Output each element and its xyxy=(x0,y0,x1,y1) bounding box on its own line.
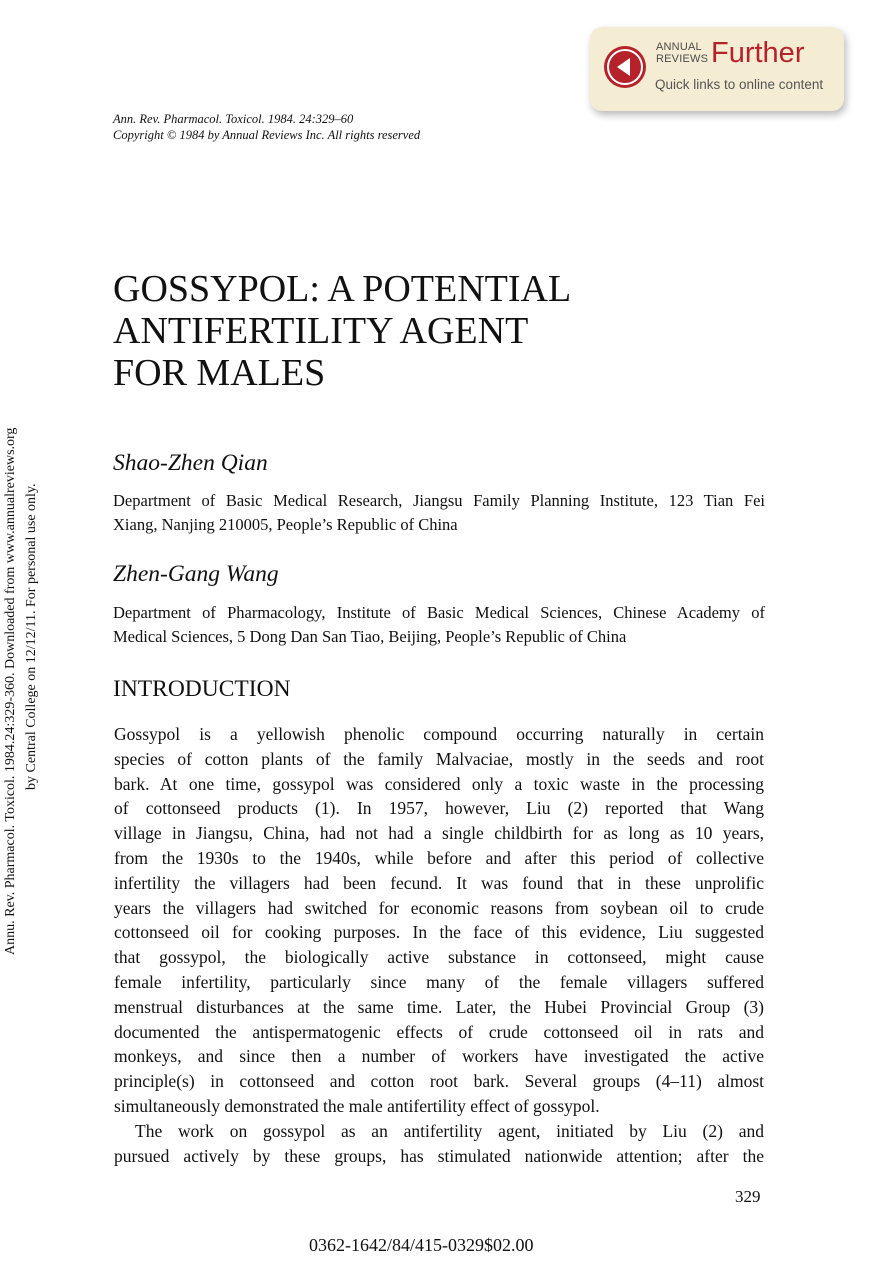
body-line: from the 1930s to the 1940s, while before and after this period of collective xyxy=(114,847,764,868)
badge-further-label: Further xyxy=(711,37,805,69)
side-note-line-1: Annu. Rev. Pharmacol. Toxicol. 1984.24:329-360. Downloaded from www.annualreviews.org xyxy=(3,427,18,955)
author-affiliation xyxy=(113,601,765,649)
title-line: GOSSYPOL: A POTENTIAL xyxy=(113,268,572,310)
body-text xyxy=(114,722,764,1168)
body-line: infertility the villagers had been fecund. It was found that in these unprolific xyxy=(114,872,764,893)
journal-citation: Ann. Rev. Pharmacol. Toxicol. 1984. 24:329–60 xyxy=(113,112,354,126)
body-line: Gossypol is a yellowish phenolic compound occurring naturally in certain xyxy=(114,724,764,744)
download-side-note xyxy=(0,0,40,960)
body-line: female infertility, particularly since many of the female villagers suffered xyxy=(114,971,764,992)
affiliation-line: Medical Sciences, 5 Dong Dan San Tiao, Beijing, People’s Republic of China xyxy=(113,627,627,646)
body-line: principle(s) in cottonseed and cotton root bark. Several groups (4–11) almost xyxy=(114,1071,764,1092)
body-line: that gossypol, the biologically active substance in cottonseed, might cause xyxy=(114,947,764,968)
title-line: FOR MALES xyxy=(113,352,326,394)
body-line: The work on gossypol as an antifertility agent, initiated by Liu (2) and xyxy=(135,1120,764,1141)
side-note-line-2: by Central College on 12/12/11. For personal use only. xyxy=(24,483,39,790)
left-arrow-icon xyxy=(604,46,646,88)
issn-code: 0362-1642/84/415-0329$02.00 xyxy=(309,1235,534,1255)
body-line: menstrual disturbances at the same time. Later, the Hubei Provincial Group (3) xyxy=(114,996,764,1017)
author-name: Shao-Zhen Qian xyxy=(113,450,268,476)
author-affiliation xyxy=(113,489,765,537)
affiliation-line: Xiang, Nanjing 210005, People’s Republic of China xyxy=(113,515,458,534)
body-line: pursued actively by these groups, has stimulated nationwide attention; after the xyxy=(114,1145,764,1166)
further-links-badge[interactable] xyxy=(590,27,844,111)
page-number: 329 xyxy=(735,1187,761,1206)
body-line: bark. At one time, gossypol was considered only a toxic waste in the processing xyxy=(114,773,764,794)
article-title xyxy=(113,268,673,394)
affiliation-line: Department of Pharmacology, Institute of Basic Medical Sciences, Chinese Academy of xyxy=(113,603,765,622)
body-line: village in Jiangsu, China, had not had a single childbirth for as long as 10 years, xyxy=(114,823,764,844)
body-line: years the villagers had switched for economic reasons from soybean oil to crude xyxy=(114,897,764,918)
body-line: simultaneously demonstrated the male antifertility effect of gossypol. xyxy=(114,1095,600,1116)
body-line: monkeys, and since then a number of workers have investigated the active xyxy=(114,1046,764,1067)
section-heading: INTRODUCTION xyxy=(113,676,291,702)
badge-annual-label: ANNUAL xyxy=(656,41,702,53)
title-line: ANTIFERTILITY AGENT xyxy=(113,310,529,352)
body-line: of cottonseed products (1). In 1957, however, Liu (2) reported that Wang xyxy=(114,798,764,819)
author-name: Zhen-Gang Wang xyxy=(113,561,279,587)
badge-quick-links-text: Quick links to online content xyxy=(655,77,824,92)
copyright-line: Copyright © 1984 by Annual Reviews Inc. All rights reserved xyxy=(113,128,421,142)
badge-reviews-label: REVIEWS xyxy=(656,53,709,65)
body-line: cottonseed oil for cooking purposes. In the face of this evidence, Liu suggested xyxy=(114,922,764,943)
body-line: species of cotton plants of the family Malvaciae, mostly in the seeds and root xyxy=(114,748,764,769)
body-line: documented the antispermatogenic effects of crude cottonseed oil in rats and xyxy=(114,1021,764,1042)
affiliation-line: Department of Basic Medical Research, Jiangsu Family Planning Institute, 123 Tian Fei xyxy=(113,491,765,510)
